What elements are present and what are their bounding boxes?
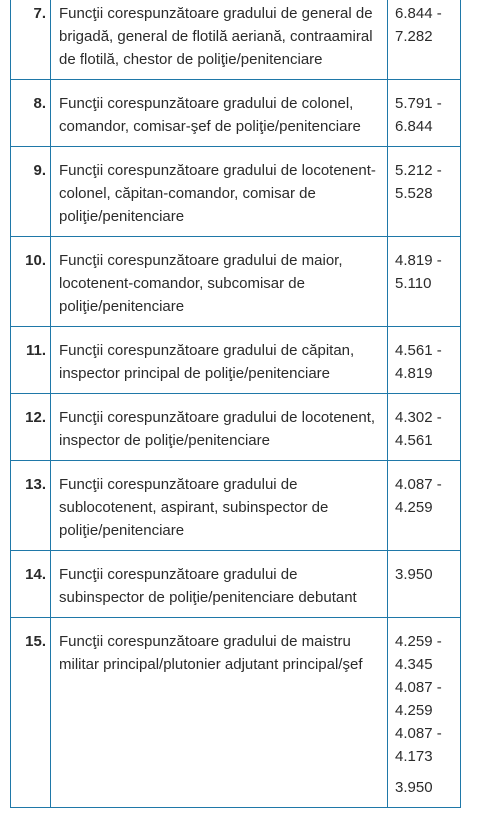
row-value: 4.561 - 4.819 <box>395 342 442 382</box>
row-description: Funcţii corespunzătoare gradului de general de brigadă, general de flotilă aeriană, contraamiral de flotilă, chestor de poliţie/penitenciare <box>51 0 388 80</box>
row-description: Funcţii corespunzătoare gradului de colonel, comandor, comisar-şef de poliţie/penitenciare <box>51 80 388 147</box>
table-row <box>11 0 461 80</box>
row-number: 12. <box>11 394 51 461</box>
row-value-cell <box>388 327 461 394</box>
table-row <box>11 327 461 394</box>
row-value: 3.950 <box>395 779 433 796</box>
row-number: 15. <box>11 618 51 808</box>
table-row <box>11 461 461 551</box>
row-value: 5.212 - 5.528 <box>395 162 442 202</box>
table-row <box>11 237 461 327</box>
row-number: 14. <box>11 551 51 618</box>
row-value: 4.302 - 4.561 <box>395 409 442 449</box>
row-number: 8. <box>11 80 51 147</box>
row-value: 4.087 - 4.259 <box>395 679 442 719</box>
row-value-cell <box>388 237 461 327</box>
row-description: Funcţii corespunzătoare gradului de subinspector de poliţie/penitenciare debutant <box>51 551 388 618</box>
row-value-cell <box>388 0 461 80</box>
row-description: Funcţii corespunzătoare gradului de sublocotenent, aspirant, subinspector de poliţie/penitenciare <box>51 461 388 551</box>
row-number: 7. <box>11 0 51 80</box>
row-description: Funcţii corespunzătoare gradului de căpitan, inspector principal de poliţie/penitenciare <box>51 327 388 394</box>
table-row <box>11 394 461 461</box>
row-description: Funcţii corespunzătoare gradului de locotenent-colonel, căpitan-comandor, comisar de poliţie/penitenciare <box>51 147 388 237</box>
row-number: 13. <box>11 461 51 551</box>
table-row <box>11 618 461 808</box>
table-row <box>11 551 461 618</box>
row-value: 3.950 <box>395 566 433 583</box>
row-value-cell <box>388 394 461 461</box>
row-value: 5.791 - 6.844 <box>395 95 442 135</box>
table-row <box>11 80 461 147</box>
row-value-cell <box>388 147 461 237</box>
row-number: 9. <box>11 147 51 237</box>
row-value: 4.819 - 5.110 <box>395 252 442 292</box>
row-value: 4.259 - 4.345 <box>395 633 442 673</box>
row-value-cell <box>388 461 461 551</box>
row-number: 11. <box>11 327 51 394</box>
row-value: 4.087 - 4.173 <box>395 725 442 765</box>
row-value-cell <box>388 618 461 808</box>
row-value: 6.844 - 7.282 <box>395 5 442 45</box>
table-row <box>11 147 461 237</box>
row-value-cell <box>388 80 461 147</box>
row-description: Funcţii corespunzătoare gradului de maior, locotenent-comandor, subcomisar de poliţie/penitenciare <box>51 237 388 327</box>
row-value-cell <box>388 551 461 618</box>
row-number: 10. <box>11 237 51 327</box>
row-description: Funcţii corespunzătoare gradului de maistru militar principal/plutonier adjutant principal/şef <box>51 618 388 808</box>
row-value: 4.087 - 4.259 <box>395 476 442 516</box>
row-description: Funcţii corespunzătoare gradului de locotenent, inspector de poliţie/penitenciare <box>51 394 388 461</box>
salary-table <box>10 0 461 808</box>
